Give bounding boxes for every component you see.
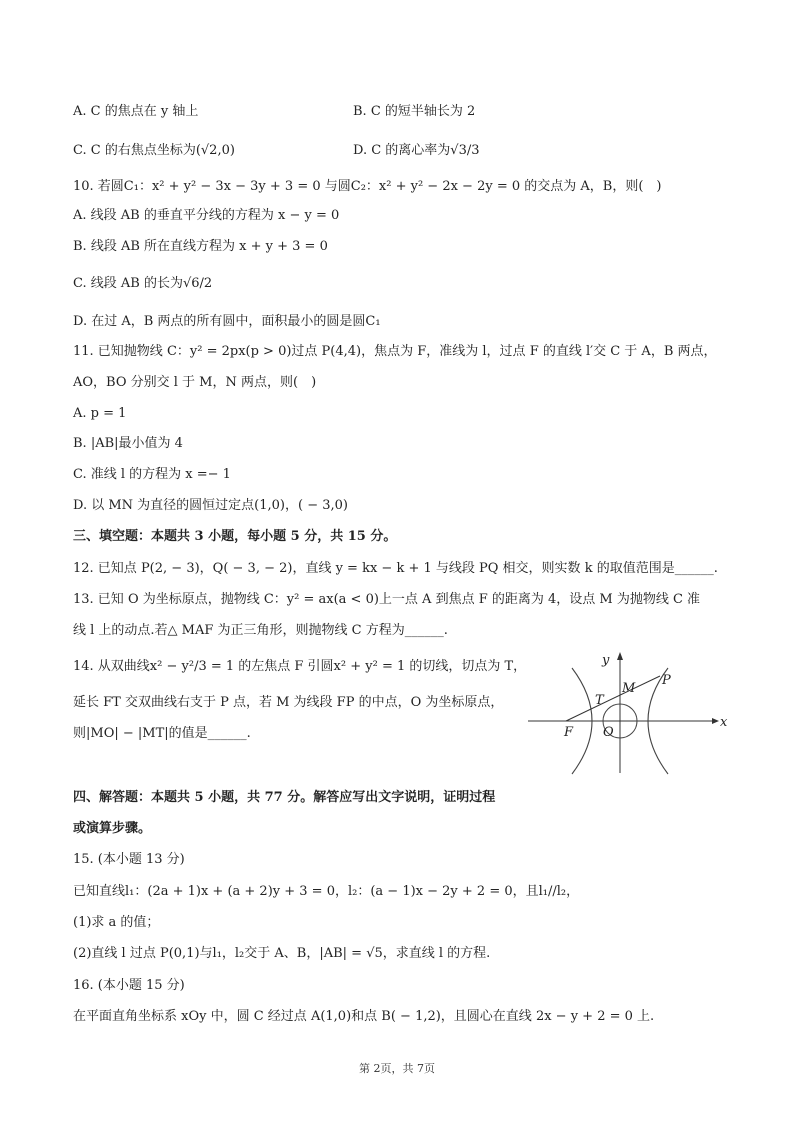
x-axis-arrow [712, 718, 719, 724]
q9-option-d: D. C 的离心率为√3/3 [353, 143, 480, 158]
q10-option-d: D. 在过 A，B 两点的所有圆中，面积最小的圆是圆C₁ [73, 314, 381, 329]
q11-stem-line-2: AO，BO 分别交 l 于 M，N 两点，则( ) [73, 375, 317, 390]
label-p: P [662, 673, 671, 688]
section-4-heading-line-1: 四、解答题：本题共 5 小题，共 77 分。解答应写出文字说明，证明过程 [73, 790, 496, 805]
q9-option-a: A. C 的焦点在 y 轴上 [73, 104, 199, 119]
q12-text: 12. 已知点 P(2, − 3)，Q( − 3, − 2)，直线 y = kx − k + 1 与线段 PQ 相交，则实数 k 的取值范围是______. [73, 561, 718, 576]
q10-stem: 10. 若圆C₁：x² + y² − 3x − 3y + 3 = 0 与圆C₂：x² + y² − 2x − 2y = 0 的交点为 A，B，则( ) [73, 179, 662, 194]
section-4-heading-line-2: 或演算步骤。 [73, 821, 152, 836]
q13-line-2: 线 l 上的动点.若△ MAF 为正三角形，则抛物线 C 方程为______. [73, 623, 448, 638]
q14-line-2: 延长 FT 交双曲线右支于 P 点，若 M 为线段 FP 的中点，O 为坐标原点， [73, 695, 504, 710]
q13-line-1: 13. 已知 O 为坐标原点，抛物线 C：y² = ax(a < 0)上一点 A 到焦点 F 的距离为 4，设点 M 为抛物线 C 准 [73, 592, 701, 607]
q11-option-b: B. |AB|最小值为 4 [73, 436, 183, 451]
page-footer: 第 2页，共 7页 [359, 1062, 435, 1075]
section-3-heading: 三、填空题：本题共 3 小题，每小题 5 分，共 15 分。 [73, 529, 397, 544]
q15-part-2: (2)直线 l 过点 P(0,1)与l₁，l₂交于 A、B，|AB| = √5，求直线 l 的方程. [73, 946, 491, 961]
q15-header: 15. (本小题 13 分) [73, 852, 185, 867]
hyperbola-figure [520, 648, 730, 778]
q15-stem: 已知直线l₁：(2a + 1)x + (a + 2)y + 3 = 0，l₂：(a − 1)x − 2y + 2 = 0，且l₁//l₂， [73, 884, 580, 899]
q11-option-a: A. p = 1 [73, 406, 127, 421]
y-axis-arrow [617, 652, 623, 660]
q10-option-a: A. 线段 AB 的垂直平分线的方程为 x − y = 0 [73, 208, 340, 223]
q10-option-c: C. 线段 AB 的长为√6/2 [73, 276, 213, 291]
label-t: T [595, 693, 604, 708]
q11-stem-line-1: 11. 已知抛物线 C：y² = 2px(p > 0)过点 P(4,4)，焦点为 F，准线为 l，过点 F 的直线 l′交 C 于 A，B 两点， [73, 344, 717, 359]
tangent-line-fp [566, 676, 660, 721]
label-x: x [720, 715, 728, 730]
label-f: F [564, 725, 574, 740]
q9-option-c: C. C 的右焦点坐标为(√2,0) [73, 143, 235, 158]
q14-line-3: 则|MO| − |MT|的值是______. [73, 726, 251, 741]
q16-stem: 在平面直角坐标系 xOy 中，圆 C 经过点 A(1,0)和点 B( − 1,2)，且圆心在直线 2x − y + 2 = 0 上. [73, 1009, 655, 1024]
q15-part-1: (1)求 a 的值； [73, 915, 160, 930]
label-o: O [603, 725, 614, 740]
q16-header: 16. (本小题 15 分) [73, 978, 185, 993]
q10-option-b: B. 线段 AB 所在直线方程为 x + y + 3 = 0 [73, 239, 328, 254]
label-m: M [622, 681, 636, 696]
q11-option-c: C. 准线 l 的方程为 x =− 1 [73, 467, 231, 482]
label-y: y [602, 653, 610, 668]
q11-option-d: D. 以 MN 为直径的圆恒过定点(1,0)，( − 3,0) [73, 498, 348, 513]
q14-line-1: 14. 从双曲线x² − y²/3 = 1 的左焦点 F 引圆x² + y² = 1 的切线，切点为 T， [73, 659, 527, 674]
q9-option-b: B. C 的短半轴长为 2 [353, 104, 476, 119]
